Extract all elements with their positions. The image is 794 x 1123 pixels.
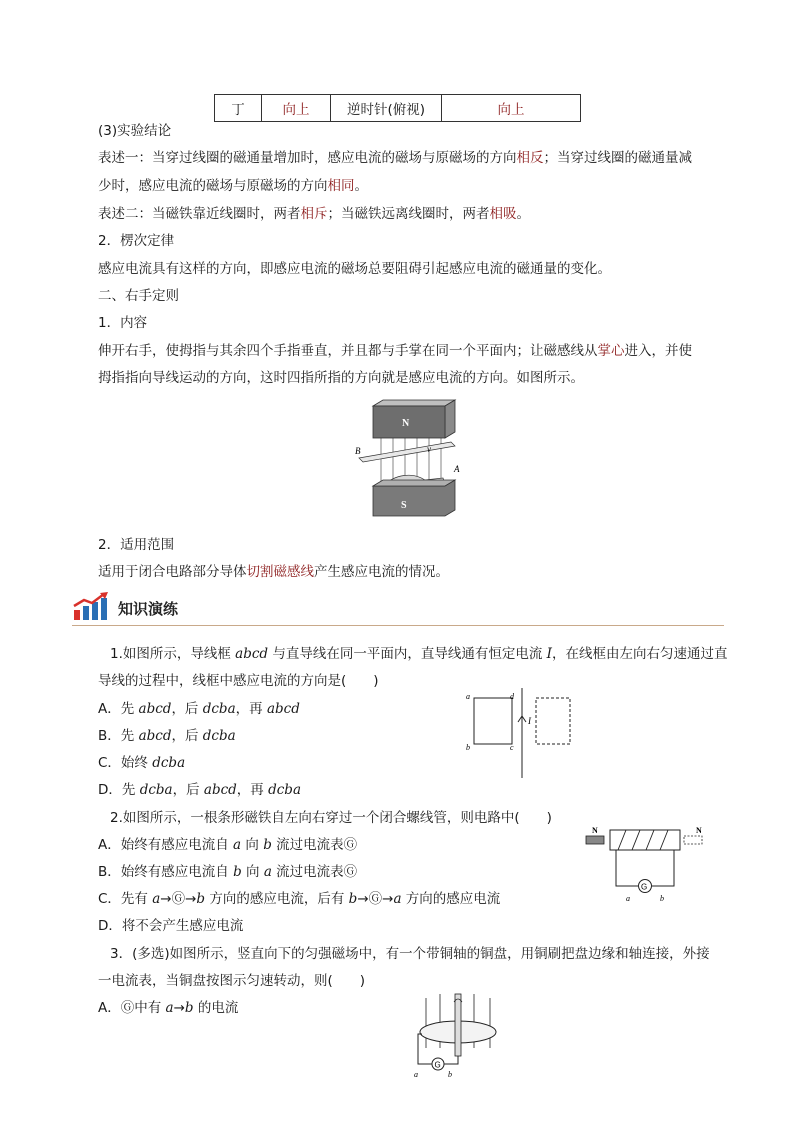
q2-galvanometer-label: G (641, 882, 648, 892)
q1-label-current: I (528, 716, 531, 726)
velocity-label: v (427, 444, 431, 454)
conclusion-heading: (3)实验结论 (98, 123, 172, 139)
q1-option-c: C．始终 dcba (98, 755, 186, 771)
scope-text: 适用于闭合电路部分导体切割磁感线产生感应电流的情况。 (98, 564, 449, 580)
q1-option-b: B．先 abcd，后 dcba (98, 728, 236, 744)
scope-subheading: 2．适用范围 (98, 537, 175, 553)
q3-label-a: a (414, 1070, 418, 1079)
q1-option-a: A．先 abcd，后 dcba，再 abcd (98, 701, 300, 717)
statement-one-cont: 少时，感应电流的磁场与原磁场的方向相同。 (98, 178, 368, 194)
right-hand-heading: 二、右手定则 (98, 288, 179, 304)
conductor-b-label: B (355, 446, 361, 456)
lenz-heading: 2．楞次定律 (98, 233, 175, 249)
q3-stem-cont: 一电流表，当铜盘按图示匀速转动，则( ) (98, 973, 366, 989)
q1-label-c: c (510, 743, 514, 752)
lenz-text: 感应电流具有这样的方向，即感应电流的磁场总要阻碍引起感应电流的磁通量的变化。 (98, 261, 611, 277)
q2-option-b: B．始终有感应电流自 b 向 a 流过电流表Ⓖ (98, 864, 358, 880)
conductor-a-label: A (454, 464, 460, 474)
q3-option-a: A．Ⓖ中有 a→b 的电流 (98, 1000, 239, 1016)
q1-label-d: d (510, 692, 514, 701)
q2-option-a: A．始终有感应电流自 a 向 b 流过电流表Ⓖ (98, 837, 358, 853)
q1-label-a: a (466, 692, 470, 701)
q2-option-d: D．将不会产生感应电流 (98, 918, 244, 934)
table-row (215, 95, 581, 122)
statement-two: 表述二：当磁铁靠近线圈时，两者相斥；当磁铁远离线圈时，两者相吸。 (98, 206, 530, 222)
right-hand-rule-text-cont: 拇指指向导线运动的方向，这时四指所指的方向就是感应电流的方向。如图所示。 (98, 370, 584, 386)
result-table (214, 94, 581, 122)
q2-north-left: N (592, 826, 598, 835)
q3-stem: 3．(多选)如图所示，竖直向下的匀强磁场中，有一个带铜轴的铜盘，用铜刷把盘边缘和轴连接，外接 (110, 946, 710, 962)
q2-label-a: a (626, 894, 630, 903)
q3-figure (410, 990, 510, 1080)
south-pole-label: S (401, 500, 407, 511)
chart-growth-icon (72, 592, 112, 622)
north-pole-label: N (402, 418, 410, 429)
q3-label-b: b (448, 1070, 452, 1079)
section-title: 知识演练 (118, 600, 179, 618)
q2-figure (584, 822, 714, 906)
q2-option-c: C．先有 a→Ⓖ→b 方向的感应电流，后有 b→Ⓖ→a 方向的感应电流 (98, 891, 501, 907)
table-cell: 向上 (442, 95, 581, 122)
table-cell: 逆时针(俯视) (331, 95, 442, 122)
table-cell: 向上 (262, 95, 331, 122)
statement-one: 表述一：当穿过线圈的磁通量增加时，感应电流的磁场与原磁场的方向相反；当穿过线圈的磁通量减 (98, 150, 692, 166)
divider (72, 625, 724, 626)
q1-stem: 1.如图所示，导线框 abcd 与直导线在同一平面内，直导线通有恒定电流 I，在线框由左向右匀速通过直 (110, 646, 728, 662)
q2-north-right: N (696, 826, 702, 835)
q2-stem: 2.如图所示，一根条形磁铁自左向右穿过一个闭合螺线管，则电路中( ) (110, 810, 552, 826)
section-banner (72, 590, 724, 626)
q1-figure (462, 688, 582, 780)
q3-galvanometer-label: G (434, 1060, 441, 1070)
table-cell: 丁 (215, 95, 262, 122)
q2-label-b: b (660, 894, 664, 903)
right-hand-rule-text: 伸开右手，使拇指与其余四个手指垂直，并且都与手掌在同一个平面内；让磁感线从掌心进入，并使 (98, 343, 692, 359)
q1-option-d: D．先 dcba，后 abcd，再 dcba (98, 782, 301, 798)
q1-label-b: b (466, 743, 470, 752)
right-hand-rule-figure (355, 398, 465, 524)
content-subheading: 1．内容 (98, 315, 148, 331)
q1-stem-cont: 导线的过程中，线框中感应电流的方向是( ) (98, 673, 379, 689)
